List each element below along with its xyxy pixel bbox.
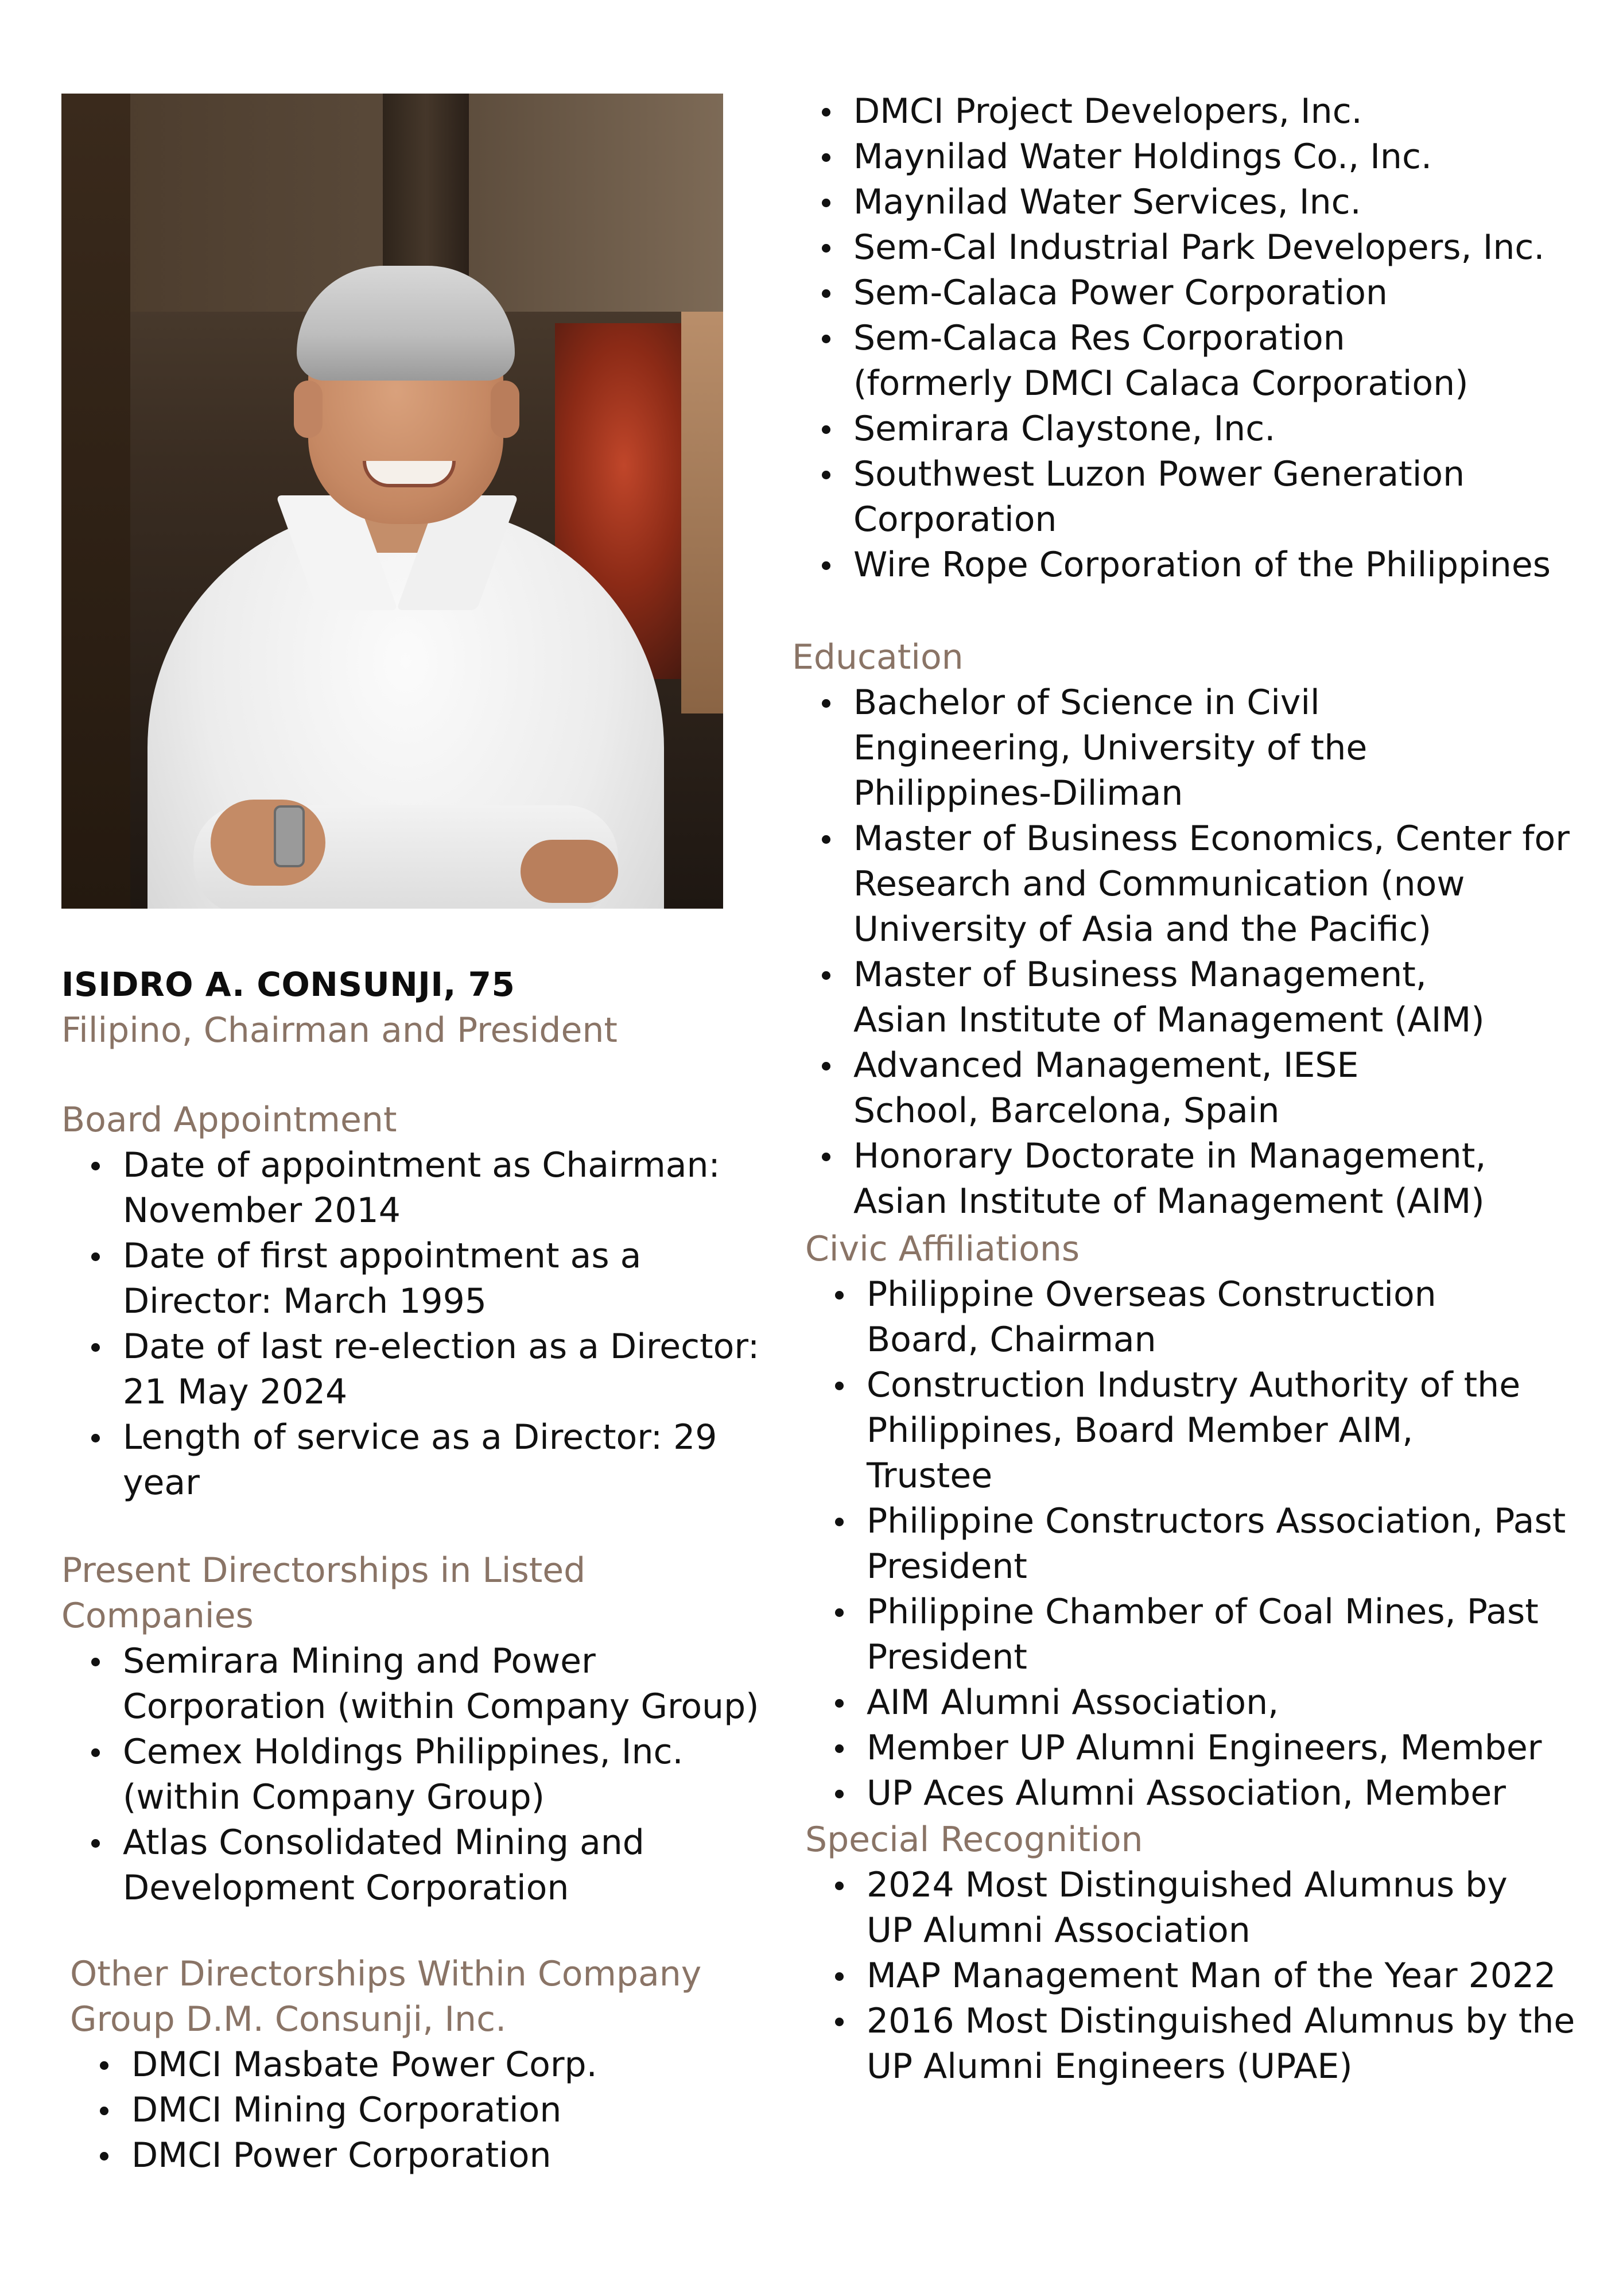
board-appointment-list — [61, 1143, 760, 1506]
list-item: Date of appointment as Chairman: November 2014 — [61, 1143, 766, 1234]
list-item: Advanced Management, IESE School, Barcelona, Spain — [792, 1043, 1485, 1134]
directorships-continued-list — [792, 89, 1572, 588]
list-item: Master of Business Management, Asian Institute of Management (AIM) — [792, 952, 1513, 1043]
directorships-continued-section — [792, 89, 1572, 588]
list-item: Philippine Chamber of Coal Mines, Past President — [805, 1589, 1555, 1680]
civic-affiliations-section — [805, 1227, 1574, 1816]
list-item: Sem-Calaca Res Corporation (formerly DMCI Calaca Corporation) — [792, 316, 1513, 406]
photo-ear-left — [294, 381, 323, 438]
list-item: 2016 Most Distinguished Alumnus by the UP Alumni Engineers (UPAE) — [805, 1999, 1578, 2089]
list-item: Southwest Luzon Power Generation Corporation — [792, 452, 1473, 542]
list-item: Wire Rope Corporation of the Philippines — [792, 542, 1572, 588]
list-item: Master of Business Economics, Center for Research and Communication (now University of Asia and the Pacific) — [792, 816, 1571, 952]
list-item: Maynilad Water Services, Inc. — [792, 180, 1572, 225]
photo-background-frame — [681, 312, 723, 713]
photo-background-panel — [61, 94, 130, 909]
board-appointment-heading: Board Appointment — [61, 1100, 397, 1140]
list-item: Atlas Consolidated Mining and Development Corporation — [61, 1820, 725, 1911]
list-item: AIM Alumni Association, — [805, 1680, 1574, 1725]
list-item: DMCI Mining Corporation — [70, 2088, 782, 2133]
photo-wristwatch — [274, 805, 305, 867]
present-directorships-list — [61, 1639, 762, 1911]
other-directorships-heading: Other Directorships Within Company Group D.M. Consunji, Inc. — [70, 1954, 702, 2039]
civic-affiliations-heading: Civic Affiliations — [805, 1229, 1080, 1269]
list-item: Sem-Cal Industrial Park Developers, Inc. — [792, 225, 1572, 270]
portrait-photo — [61, 94, 723, 909]
list-item: Bachelor of Science in Civil Engineering, University of the Philippines-Diliman — [792, 680, 1542, 816]
list-item: DMCI Masbate Power Corp. — [70, 2042, 782, 2088]
list-item: Honorary Doctorate in Management, Asian Institute of Management (AIM) — [792, 1134, 1577, 1224]
present-directorships-heading: Present Directorships in Listed Companies — [61, 1550, 586, 1636]
list-item: Date of first appointment as a Director: March 1995 — [61, 1234, 754, 1324]
list-item: Member UP Alumni Engineers, Member — [805, 1725, 1574, 1771]
photo-smile — [363, 461, 456, 487]
other-directorships-list — [70, 2042, 782, 2178]
list-item: Cemex Holdings Philippines, Inc. (within Company Group) — [61, 1729, 697, 1820]
list-item: MAP Management Man of the Year 2022 — [805, 1953, 1574, 1999]
photo-ear-right — [491, 381, 519, 438]
person-name: ISIDRO A. CONSUNJI, 75 — [61, 965, 515, 1004]
list-item: Philippine Overseas Construction Board, Chairman — [805, 1272, 1555, 1363]
list-item: Length of service as a Director: 29 year — [61, 1415, 754, 1506]
list-item: Sem-Calaca Power Corporation — [792, 270, 1572, 316]
education-heading: Education — [792, 637, 964, 677]
special-recognition-list — [805, 1863, 1574, 2089]
list-item: DMCI Project Developers, Inc. — [792, 89, 1572, 134]
present-directorships-section — [61, 1548, 762, 1911]
list-item: UP Aces Alumni Association, Member — [805, 1771, 1574, 1816]
photo-hand-left — [211, 800, 325, 886]
board-appointment-section — [61, 1097, 760, 1506]
education-list — [792, 680, 1578, 1224]
education-section — [792, 635, 1578, 1224]
civic-affiliations-list — [805, 1272, 1574, 1816]
list-item: DMCI Power Corporation — [70, 2133, 782, 2178]
photo-hand-right — [521, 840, 618, 903]
special-recognition-heading: Special Recognition — [805, 1820, 1143, 1860]
list-item: Philippine Constructors Association, Past President — [805, 1499, 1578, 1589]
list-item: Maynilad Water Holdings Co., Inc. — [792, 134, 1572, 180]
other-directorships-section — [70, 1952, 782, 2178]
list-item: Semirara Claystone, Inc. — [792, 406, 1572, 452]
list-item: Construction Industry Authority of the Philippines, Board Member AIM, Trustee — [805, 1363, 1538, 1499]
special-recognition-section — [805, 1817, 1574, 2089]
list-item: Semirara Mining and Power Corporation (within Company Group) — [61, 1639, 794, 1729]
list-item: Date of last re-election as a Director: 21 May 2024 — [61, 1324, 777, 1415]
list-item: 2024 Most Distinguished Alumnus by UP Alumni Association — [805, 1863, 1555, 1953]
person-nationality-title: Filipino, Chairman and President — [61, 1010, 618, 1050]
